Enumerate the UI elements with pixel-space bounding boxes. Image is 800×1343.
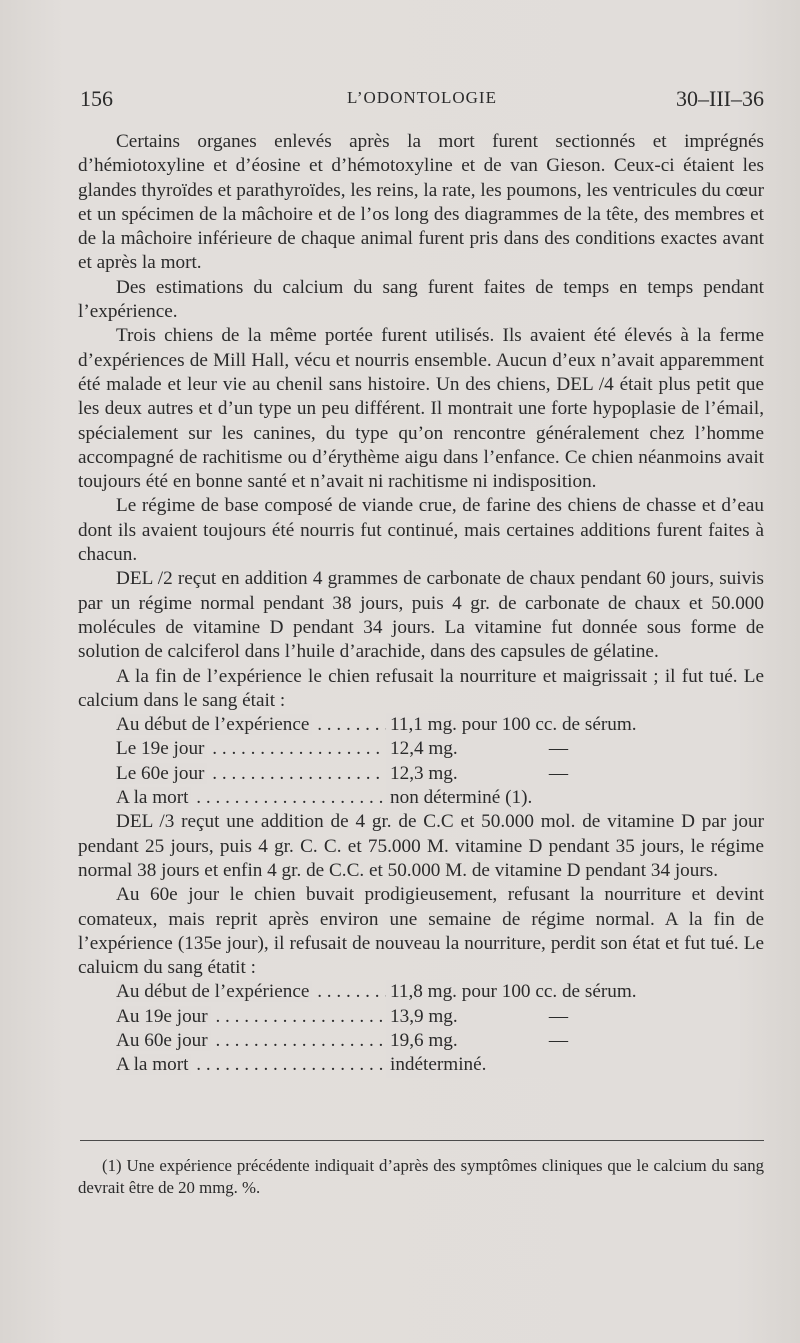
calcium-table-del3 <box>116 980 764 1077</box>
row-label: A la mort <box>116 787 191 808</box>
table-row <box>116 737 764 761</box>
row-label: Le 19e jour <box>116 738 207 759</box>
paragraph: Au 60e jour le chien buvait prodigieusement, refusant la nourriture et devint comateux, mais reprit après environ une semaine de régime normal. A la fin de l’expérience (135e jour), il refusait de nouveau la nourriture, perdit son état et fut tué. Le caluicm du sang étatit : <box>78 884 764 979</box>
row-label: Le 60e jour <box>116 763 207 784</box>
row-value: 11,8 mg. pour 100 cc. de sérum. <box>386 980 740 1004</box>
page-number: 156 <box>80 86 113 111</box>
row-label: Au début de l’expérience <box>116 714 312 735</box>
row-value: non déterminé (1). <box>386 786 740 810</box>
issue-date: 30–III–36 <box>676 86 764 111</box>
journal-title: L’ODONTOLOGIE <box>347 88 497 107</box>
footnote-text: (1) Une expérience précédente indiquait d’après des symptômes cliniques que le calcium du sang devrait être de 20 mmg. %. <box>78 1156 764 1197</box>
table-row <box>116 713 764 737</box>
row-label: A la mort <box>116 1054 191 1075</box>
paragraph: Le régime de base composé de viande crue, de farine des chiens de chasse et d’eau dont ils avaient toujours été nourris fut continué, mais certaines additions furent faites à chacun. <box>78 495 764 566</box>
row-label: Au début de l’expérience <box>116 981 312 1002</box>
row-value: 19,6 mg. — <box>386 1029 740 1053</box>
row-value: 12,3 mg. — <box>386 762 740 786</box>
paragraph: A la fin de l’expérience le chien refusait la nourriture et maigrissait ; il fut tué. Le calcium dans le sang était : <box>78 665 764 711</box>
paragraph: Trois chiens de la même portée furent utilisés. Ils avaient été élevés à la ferme d’expériences de Mill Hall, vécu et nourris ensemble. Aucun d’eux n’avait apparemment été malade et leur vie au chenil sans histoire. Un des chiens, DEL /4 était plus petit que les deux autres et d’un type un peu différent. Il montrait une forte hypoplasie de l’émail, spécialement sur les canines, du type qu’on rencontre généralement chez l’homme accompagné de rachitisme ou d’érythème aigu dans l’enfance. Ce chien néanmoins avait toujours été en bonne santé et n’avait ni rachitisme ni indisposition. <box>78 325 764 493</box>
table-row <box>116 762 764 786</box>
article-body <box>78 130 764 1078</box>
table-row <box>116 980 764 1004</box>
running-header <box>80 86 764 112</box>
row-value: 13,9 mg. — <box>386 1005 740 1029</box>
row-value: 12,4 mg. — <box>386 737 740 761</box>
paragraph: DEL /3 reçut une addition de 4 gr. de C.C et 50.000 mol. de vitamine D par jour pendant 25 jours, puis 4 gr. C. C. et 75.000 M. vitamine D pendant 35 jours, le régime normal 38 jours et enfin 4 gr. de C.C. et 50.000 M. de vitamine D pendant 34 jours. <box>78 811 764 881</box>
row-label: Au 60e jour <box>116 1030 211 1051</box>
footnote <box>78 1155 764 1199</box>
table-row <box>116 786 764 810</box>
table-row <box>116 1005 764 1029</box>
paragraph: Des estimations du calcium du sang furent faites de temps en temps pendant l’expérience. <box>78 276 764 323</box>
calcium-table-del2 <box>116 713 764 810</box>
paragraph: DEL /2 reçut en addition 4 grammes de carbonate de chaux pendant 60 jours, suivis par un régime normal pendant 38 jours, puis 4 gr. de carbonate de chaux et 50.000 molécules de vitamine D pendant 34 jours. La vitamine fut donnée sous forme de solution de calciferol dans l’huile d’arachide, dans des capsules de gélatine. <box>78 568 764 663</box>
footnote-divider <box>80 1140 764 1141</box>
row-value: indéterminé. <box>386 1053 740 1077</box>
paragraph: Certains organes enlevés après la mort furent sectionnés et imprégnés d’hémiotoxyline et d’éosine et d’hémotoxyline et de van Gieson. Ceux-ci étaient les glandes thyroïdes et parathyroïdes, les reins, la rate, les poumons, les ventricules du cœur et un spécimen de la mâchoire et de l’os long des diagrammes de la tête, des membres et de la mâchoire inférieure de chaque animal furent pris dans des conditions exactes avant et après la mort. <box>78 131 764 274</box>
table-row <box>116 1029 764 1053</box>
table-row <box>116 1053 764 1077</box>
row-label: Au 19e jour <box>116 1006 211 1027</box>
row-value: 11,1 mg. pour 100 cc. de sérum. <box>386 713 740 737</box>
